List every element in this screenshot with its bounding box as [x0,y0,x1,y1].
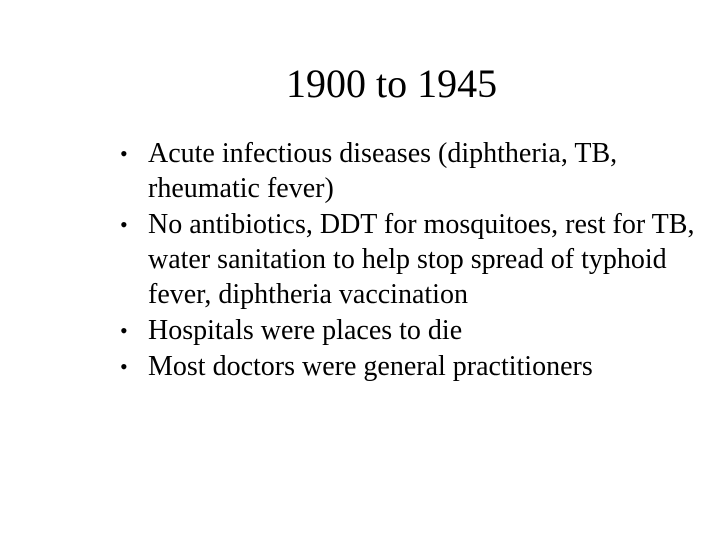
bullet-marker-icon: • [120,212,128,237]
bullet-text: Acute infectious diseases (diphtheria, TB, rheumatic fever) [148,138,618,204]
bullet-text: Most doctors were general practitioners [148,351,593,382]
bullet-list [116,136,696,385]
bullet-marker-icon: • [120,354,128,379]
slide-title: 1900 to 1945 [286,61,498,106]
bullet-marker-icon: • [120,318,128,343]
bullet-text: Hospitals were places to die [148,315,463,346]
bullet-item [116,349,696,384]
bullet-item [116,207,696,312]
bullet-marker-icon: • [120,141,128,166]
bullet-item [116,313,696,348]
bullet-item [116,136,696,206]
bullet-text: No antibiotics, DDT for mosquitoes, rest for TB, water sanitation to help stop spread of typhoid fever, diphtheria vaccination [148,209,695,310]
